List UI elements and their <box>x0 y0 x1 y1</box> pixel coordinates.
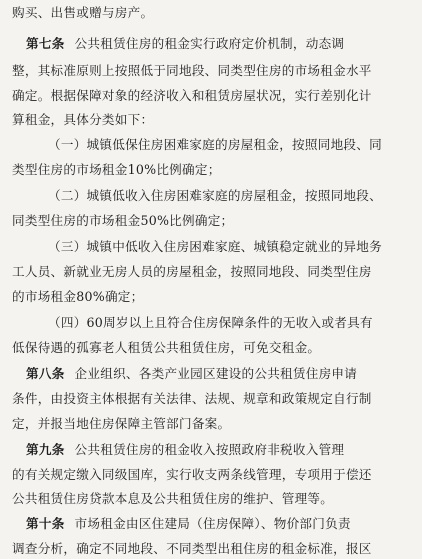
article-9-heading: 第九条 <box>26 442 65 457</box>
text-line: 定，并报当地住房保障主管部门备案。 <box>12 416 231 431</box>
article-9-line <box>26 440 408 460</box>
text-line: 同类型住房的市场租金50%比例确定； <box>12 213 234 228</box>
article-8-line <box>26 364 408 384</box>
text-line: 条件，由投资主体根据有关法律、法规、规章和政策规定自行制 <box>12 391 372 406</box>
text-line: 整，其标准原则上按照低于同地段、同类型住房的市场租金水平 <box>12 63 372 78</box>
text-line: 确定。根据保障对象的经济收入和租赁房屋状况，实行差别化计 <box>12 88 372 103</box>
text-line: （二）城镇低收入住房困难家庭的房屋租金，按照同地段、 <box>48 188 382 203</box>
text-line: （四）60周岁以上且符合住房保障条件的无收入或者具有 <box>48 315 373 330</box>
text-line: 公共租赁住房贷款本息及公共租赁住房的维护、管理等。 <box>12 491 334 506</box>
text-line: 企业组织、各类产业园区建设的公共租赁住房申请 <box>74 366 358 381</box>
text-line: （一）城镇低保住房困难家庭的房屋租金，按照同地段、同 <box>48 137 382 152</box>
article-10-heading: 第十条 <box>26 516 65 531</box>
text-line: 低保待遇的孤寡老人租赁公共租赁住房，可免交租金。 <box>12 340 321 355</box>
text-line: 的有关规定缴入同级国库，实行收支两条线管理，专项用于偿还 <box>12 467 372 482</box>
text-line: 购买、出售或赠与房产。 <box>12 5 154 20</box>
text-line: 市场租金由区住建局（住房保障）、物价部门负责 <box>74 516 351 531</box>
text-line: 公共租赁住房的租金实行政府定价机制，动态调 <box>74 36 345 51</box>
text-line: 公共租赁住房的租金收入按照政府非税收入管理 <box>74 442 345 457</box>
text-line: 工人员、新就业无房人员的房屋租金，按照同地段、同类型住房 <box>12 264 372 279</box>
text-line: 算租金，具体分类如下： <box>12 112 154 127</box>
text-line: 的市场租金80%确定； <box>12 289 144 304</box>
article-7-heading: 第七条 <box>26 36 65 51</box>
article-10-line <box>26 514 408 534</box>
article-7-line <box>26 34 408 54</box>
text-line: 类型住房的市场租金10%比例确定； <box>12 162 221 177</box>
article-8-heading: 第八条 <box>26 366 65 381</box>
text-line: （三）城镇中低收入住房困难家庭、城镇稳定就业的异地务 <box>48 239 382 254</box>
text-line: 调查分析，确定不同地段、不同类型出租住房的租金标准，报区 <box>12 541 372 556</box>
